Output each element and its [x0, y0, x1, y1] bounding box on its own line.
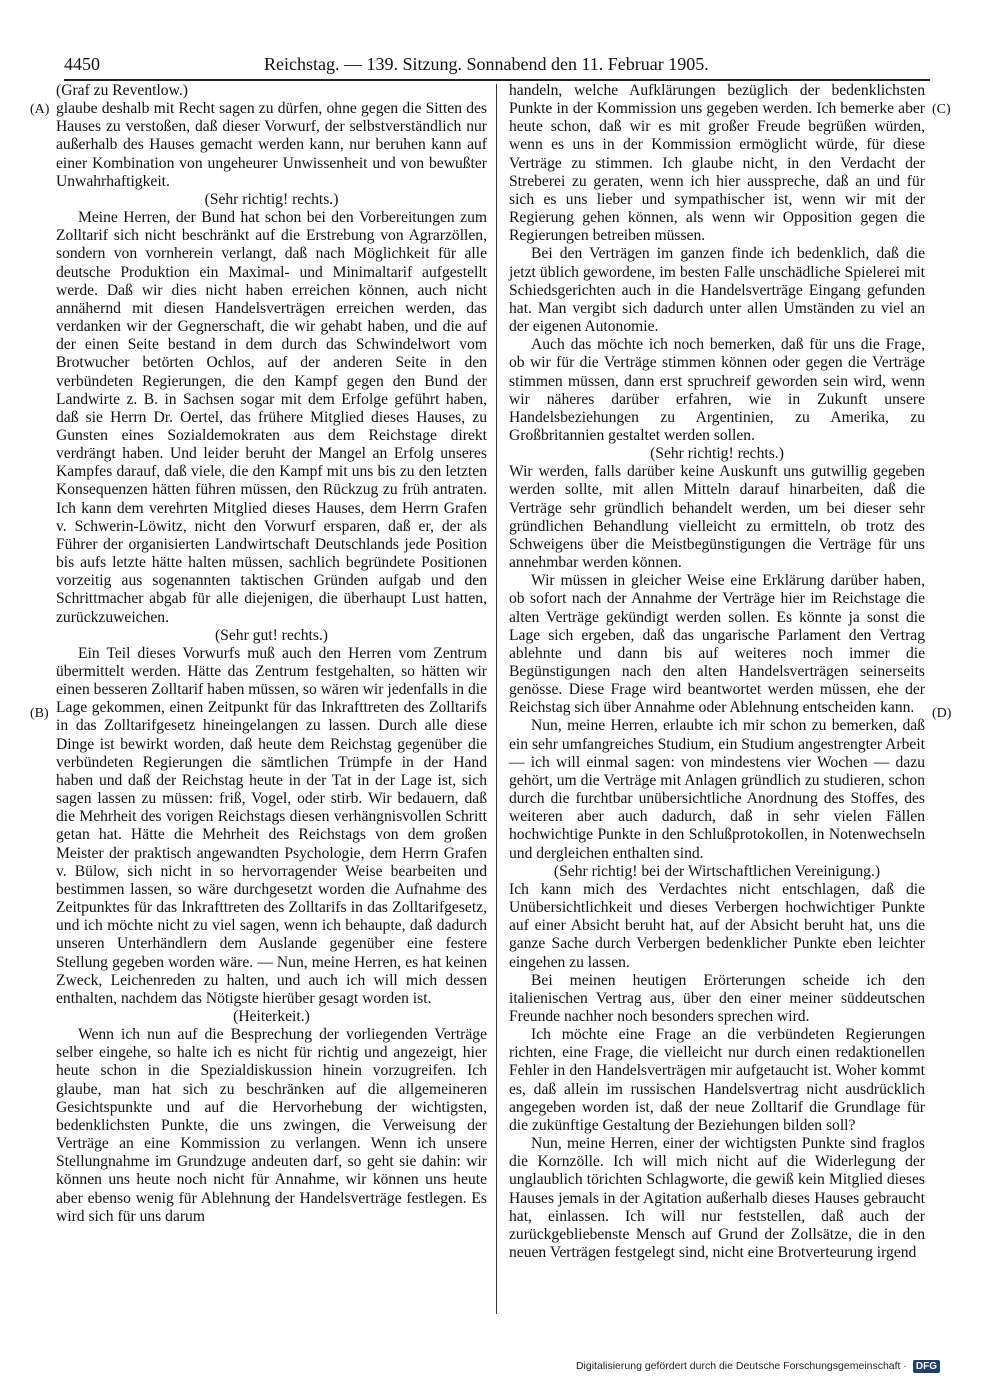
paragraph: Wir müssen in gleicher Weise eine Erklärung darüber haben, ob sofort nach der Annahme der Verträge hier im Reichstage die alten Verträge gekündigt werden sollen. Es könnte ja sonst die Lage sich ergeben, daß das ungarische Parlament den Vertrag ablehnte und dann bis auf weiteres noch immer die Begünstigungen nach den alten Handelsverträgen seinerseits genösse. Diese Frage wird beantwortet werden müssen, ehe der Reichstag sich über Annahme oder Ablehnung entscheiden kann. [509, 572, 925, 717]
margin-marker-d: (D) [932, 706, 952, 721]
dfg-logo: DFG [913, 1360, 940, 1373]
page-number: 4450 [64, 54, 100, 74]
paragraph: Ein Teil dieses Vorwurfs muß auch den Herren vom Zentrum übermittelt werden. Hätte das Zentrum festgehalten, so hätten wir einen besseren Zolltarif haben müssen, so wären wir jedenfalls in die Lage gekommen, einen Zeitpunkt für das Inkrafttreten des Zolltarifs in das Zolltarifgesetz hineingelangen zu lassen. Durch alle diese Dinge ist bewirkt worden, daß heute dem Reichstag gegenüber die verbündeten Regierungen die sämtlichen Trümpfe in der Hand haben und daß der Reichstag heute in der Tat in der Lage ist, sich sagen lassen zu müssen: friß, Vogel, oder stirb. Wir bedauern, daß die Mehrheit des vorigen Reichstags diesen verhängnisvollen Schritt getan hat. Hätte die Mehrheit des Reichstags von dem großen Meister der praktisch angewandten Psychologie, dem Herrn Grafen v. Bülow, sich nicht in so hervorragender Weise bearbeiten und bestimmen lassen, so wäre durchgesetzt worden die Aufnahme des Zeitpunktes für das Inkrafttreten des Zolltarifs in das Zolltarifgesetz, und ich möchte nicht zu viel sagen, wenn ich behaupte, daß dadurch unseren Unterhändlern dem Auslande gegenüber eine festere Stellung gegeben worden wäre. — Nun, meine Herren, es hat keinen Zweck, Leichenreden zu halten, und auch ich will mich dessen enthalten, nachdem das Nötigste hierüber gesagt worden ist. [56, 644, 487, 1007]
paragraph: Bei den Verträgen im ganzen finde ich bedenklich, daß die jetzt üblich gewordene, im besten Falle unschädliche Spielerei mit Schiedsgerichten auch in die Handelsverträge Eingang gefunden hat. Man vergibt sich dadurch unter allen Umständen zu viel an der eigenen Autonomie. [509, 245, 925, 336]
interjection: (Sehr richtig! bei der Wirtschaftlichen Vereinigung.) [553, 862, 881, 880]
header-rule [64, 79, 930, 81]
paragraph: Nun, meine Herren, einer der wichtigsten Punkte sind fraglos die Kornzölle. Ich will mich nicht auf die Widerlegung der unglaublich törichten Schlagworte, die gewiß kein Mitglied dieses Hauses jemals in der Agitation außerhalb dieses Hauses gebraucht hat, einlassen. Ich will nur feststellen, daß auch der zurückgebliebenste Mensch auf Grund der Zollsätze, die in den neuen Verträgen festgelegt sind, nicht eine Brotverteurung irgend [509, 1135, 925, 1261]
right-column [509, 82, 925, 1262]
paragraph: Ich möchte eine Frage an die verbündeten Regierungen richten, eine Frage, die vielleicht nur durch einen redaktionellen Fehler in den Handelsverträgen mir aufgetaucht ist. Woher kommt es, daß allein im russischen Handelsvertrag nicht ausdrücklich angegeben worden ist, daß der neue Zolltarif die Grundlage für die zukünftige Gestaltung der Beziehungen bilden soll? [509, 1026, 925, 1134]
footer-text: Digitalisierung gefördert durch die Deutsche Forschungsgemeinschaft · [575, 1360, 907, 1372]
interjection: (Heiterkeit.) [233, 1007, 310, 1025]
running-title: Reichstag. — 139. Sitzung. Sonnabend den 11. Februar 1905. [264, 54, 709, 74]
column-divider [496, 84, 497, 1314]
paragraph: glaube deshalb mit Recht sagen zu dürfen, ohne gegen die Sitten des Hauses zu verstoßen, daß dieser Vorwurf, der selbstverständlich nur außerhalb des Hauses gemacht werden kann, nur beruhen kann auf einer Kombination von ungeheurer Unwissenheit und von bewußter Unwahrhaftigkeit. [56, 100, 487, 190]
margin-marker-b: (B) [30, 706, 49, 721]
paragraph: handeln, welche Aufklärungen bezüglich der bedenklichsten Punkte in der Kommission uns gegeben werden. Ich bemerke aber heute schon, daß wir es mit großer Freude begrüßen würden, wenn es uns in der Kommission ermöglicht würde, für diese Verträge zu stimmen. Ich glaube nicht, in den Verdacht der Streberei zu geraten, wenn ich hier ausspreche, daß an und für sich es uns lieber und sympathischer ist, wenn wir mit der Regierung gehen können, als wenn wir Opposition gegen die Regierungen betreiben müssen. [509, 82, 925, 245]
interjection: (Sehr gut! rechts.) [214, 626, 329, 644]
paragraph: Nun, meine Herren, erlaubte ich mir schon zu bemerken, daß ein sehr umfangreiches Studium, ein Studium angestrengter Arbeit — ich will einmal sagen: von mindestens vier Wochen — dazu gehört, um die Verträge mit Anlagen gründlich zu studieren, schon durch die furchtbar unübersichtliche Anordnung des Stoffes, des weiteren aber auch dadurch, daß in sehr vielen Fällen hochwichtige Punkte in den Schlußprotokollen, in Notenwechseln und dergleichen enthalten sind. [509, 717, 925, 862]
paragraph: Wenn ich nun auf die Besprechung der vorliegenden Verträge selber eingehe, so halte ich es nicht für richtig und angezeigt, hier heute schon in die Spezialdiskussion hinein vorzugreifen. Ich glaube, man hat sich zu beschränken auf die allgemeineren Gesichtspunkte und auf die Hervorhebung der wichtigsten, bedenklichsten Punkte, die uns zwingen, die Verweisung der Verträge an eine Kommission zu verlangen. Wenn ich unsere Stellungnahme im Grundzuge andeuten darf, so geht sie dahin: wir können uns heute noch nicht für Annahme, wir können uns heute aber ebenso wenig für Ablehnung der Handelsverträge festlegen. Es wird sich für uns darum [56, 1026, 487, 1225]
interjection: (Sehr richtig! rechts.) [204, 190, 339, 208]
paragraph: Meine Herren, der Bund hat schon bei den Vorbereitungen zum Zolltarif sich nicht beschränkt auf die Erstrebung von Agrarzöllen, sondern von vornherein verlangt, daß nach Möglichkeit für alle deutsche Produktion ein Maximal- und Minimaltarif aufgestellt werde. Daß wir dies nicht haben erreichen können, auch nicht annähernd mit diesen Handelsverträgen erreichen werden, das verdanken wir der Gegnerschaft, die wir gehabt haben, und die auf der einen Seite bestand in dem durch das Schwindelwort vom Brotwucher betörten Ochlos, auf der anderen Seite in den verbündeten Regierungen, die den Kampf gegen den Bund der Landwirte z. B. in Sachsen sogar mit dem Erfolge geführt haben, daß sie Herrn Dr. Oertel, das frühere Mitglied dieses Hauses, zu Gunsten eines Sozialdemokraten aus dem Reichstage direkt verdrängt haben. Und leider beruht der Mangel an Erfolg unseres Kampfes darauf, daß viele, die den Kampf mit uns bis zu den letzten Konsequenzen hätten führen müssen, den Rückzug zu früh antraten. Ich kann dem verehrten Mitglied dieses Hauses, dem Herrn Grafen v. Schwerin-Löwitz, nicht den Vorwurf ersparen, daß er, der als Führer der organisierten Landwirtschaft Deutschlands jede Position bis aufs letzte hätte halten müssen, sachlich begründete Positionen vorzeitig aus sogenannten taktischen Gründen aufgab und den Schrittmacher abgab für alle diejenigen, die überhaupt Lust hatten, zurückzuweichen. [56, 209, 487, 626]
interjection: (Sehr richtig! rechts.) [650, 445, 784, 463]
speaker-label: (Graf zu Reventlow.) [56, 82, 188, 99]
paragraph: Wir werden, falls darüber keine Auskunft uns gutwillig gegeben werden sollte, mit allen Mitteln darauf hinarbeiten, daß die Verträge sehr gründlich behandelt werden, um bei dieser sehr gründlichen Behandlung vielleicht zu ermitteln, ob trotz des Schweigens über die Meistbegünstigungen die Verträge für uns annehmbar werden können. [509, 463, 925, 572]
paragraph: Auch das möchte ich noch bemerken, daß für uns die Frage, ob wir für die Verträge stimmen können oder gegen die Verträge stimmen müssen, dann erst spruchreif geworden sein wird, wenn wir näheres darüber erfahren, wie in Zukunft unsere Handelsbeziehungen zu Argentinien, zu Amerika, zu Großbritannien gestaltet werden sollen. [509, 336, 925, 444]
margin-marker-c: (C) [932, 102, 951, 117]
paragraph: Ich kann mich des Verdachtes nicht entschlagen, daß die Unübersichtlichkeit und dieses Verbergen hochwichtiger Punkte auf einer Absicht beruht hat, auf der Absicht beruht hat, uns die ganze Sache durch Verbergen bedenklicher Punkte eben leichter eingehen zu lassen. [509, 880, 925, 971]
margin-marker-a: (A) [30, 102, 50, 117]
paragraph: Bei meinen heutigen Erörterungen scheide ich den italienischen Vertrag aus, über den einer meiner süddeutschen Freunde nachher noch besonders sprechen wird. [509, 971, 925, 1025]
page-header [64, 54, 930, 76]
left-column [56, 82, 487, 1226]
footer-credit [576, 1357, 940, 1375]
